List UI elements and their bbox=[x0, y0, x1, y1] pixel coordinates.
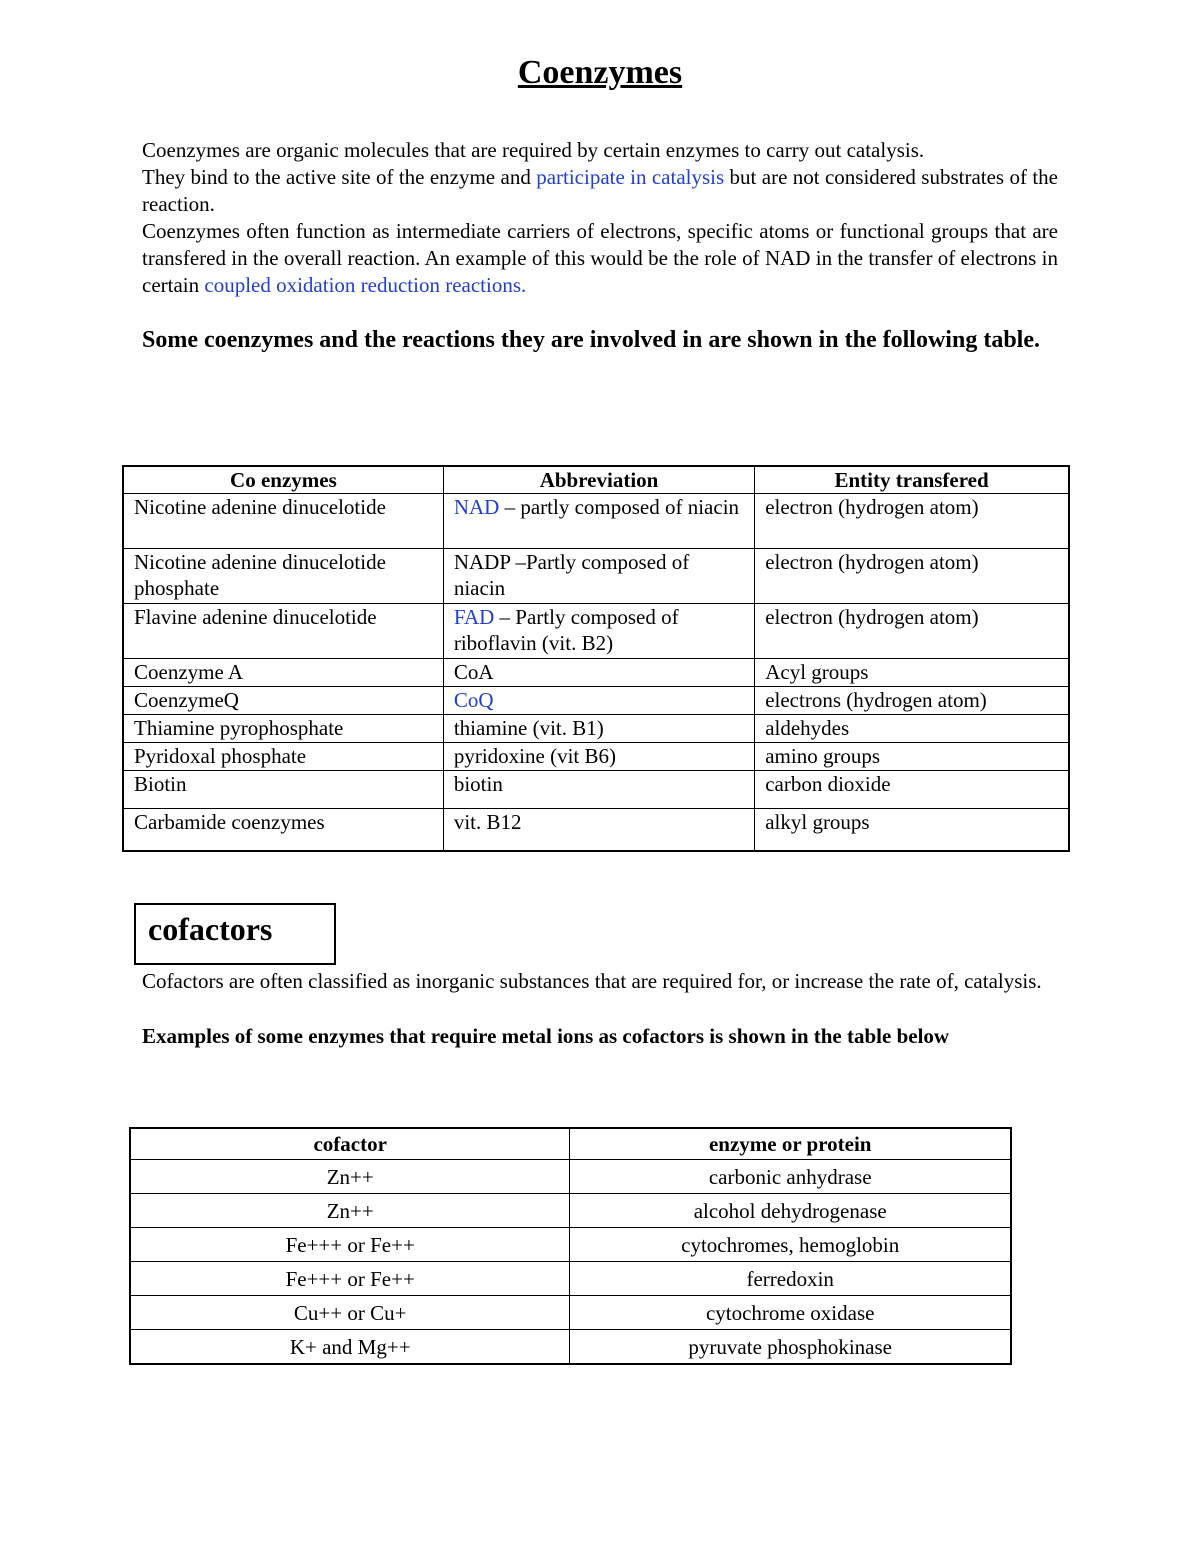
coenzyme-abbreviation bbox=[443, 659, 754, 687]
coenzyme-name: CoenzymeQ bbox=[123, 687, 443, 715]
cofactor-cell: Cu++ or Cu+ bbox=[130, 1296, 570, 1330]
abbreviation-text: vit. B12 bbox=[453, 810, 522, 834]
coenzyme-abbreviation bbox=[443, 809, 754, 851]
coenzyme-table bbox=[122, 465, 1070, 852]
abbreviation-text: biotin bbox=[453, 772, 503, 796]
cofactor-table-header-row bbox=[130, 1128, 1011, 1160]
cofactor-table bbox=[129, 1127, 1012, 1365]
coenzyme-abbreviation bbox=[443, 743, 754, 771]
cofactor-cell: Zn++ bbox=[130, 1160, 570, 1194]
coenzyme-table-header-row bbox=[123, 466, 1069, 494]
abbreviation-text: NADP –Partly composed of niacin bbox=[453, 550, 690, 600]
coenzyme-name: Coenzyme A bbox=[123, 659, 443, 687]
table-row bbox=[123, 494, 1069, 549]
table-row bbox=[123, 715, 1069, 743]
enzyme-cell: pyruvate phosphokinase bbox=[570, 1330, 1011, 1365]
abbreviation-text: – partly composed of niacin bbox=[499, 495, 740, 519]
coenzyme-entity: electron (hydrogen atom) bbox=[755, 494, 1069, 549]
abbreviation-text: pyridoxine (vit B6) bbox=[453, 744, 616, 768]
coenzyme-entity: alkyl groups bbox=[755, 809, 1069, 851]
intro-paragraph-3 bbox=[142, 218, 1058, 299]
enzyme-cell: cytochromes, hemoglobin bbox=[570, 1228, 1011, 1262]
coenzyme-name: Thiamine pyrophosphate bbox=[123, 715, 443, 743]
coenzyme-name: Nicotine adenine dinucelotide phosphate bbox=[123, 549, 443, 604]
table-row bbox=[130, 1330, 1011, 1365]
coupled-oxidation-reduction-link[interactable]: coupled oxidation reduction reactions. bbox=[204, 273, 527, 297]
coenzyme-abbreviation bbox=[443, 771, 754, 809]
header-abbreviation: Abbreviation bbox=[443, 466, 754, 494]
coenzyme-entity: electron (hydrogen atom) bbox=[755, 604, 1069, 659]
table-row bbox=[123, 659, 1069, 687]
coenzyme-entity: Acyl groups bbox=[755, 659, 1069, 687]
coenzyme-entity: aldehydes bbox=[755, 715, 1069, 743]
table-row bbox=[123, 687, 1069, 715]
coq-link[interactable]: CoQ bbox=[453, 688, 494, 712]
nad-link[interactable]: NAD bbox=[453, 495, 500, 519]
fad-link[interactable]: FAD bbox=[453, 605, 495, 629]
table-row bbox=[130, 1194, 1011, 1228]
coenzyme-entity: amino groups bbox=[755, 743, 1069, 771]
coenzyme-name: Carbamide coenzymes bbox=[123, 809, 443, 851]
coenzyme-name: Nicotine adenine dinucelotide bbox=[123, 494, 443, 549]
coenzyme-name: Flavine adenine dinucelotide bbox=[123, 604, 443, 659]
table-row bbox=[123, 743, 1069, 771]
coenzyme-abbreviation bbox=[443, 494, 754, 549]
cofactors-heading-box bbox=[134, 903, 336, 965]
table-row bbox=[130, 1160, 1011, 1194]
abbreviation-text: – Partly composed of riboflavin (vit. B2) bbox=[453, 605, 679, 655]
header-entity-transfered: Entity transfered bbox=[755, 466, 1069, 494]
intro-paragraph-2 bbox=[142, 164, 1058, 218]
intro-p2-text-before: They bind to the active site of the enzyme and bbox=[142, 165, 537, 189]
coenzyme-abbreviation bbox=[443, 549, 754, 604]
intro-p3-text: Coenzymes often function as intermediate carriers of electrons, specific atoms or functional groups that are transfered in the overall reaction. An example of this would be the role of NAD in the transfer of electrons in certain bbox=[142, 219, 1058, 297]
cofactor-cell: Zn++ bbox=[130, 1194, 570, 1228]
enzyme-cell: ferredoxin bbox=[570, 1262, 1011, 1296]
cofactor-cell: Fe+++ or Fe++ bbox=[130, 1262, 570, 1296]
cofactor-cell: K+ and Mg++ bbox=[130, 1330, 570, 1365]
coenzyme-abbreviation bbox=[443, 715, 754, 743]
table-row bbox=[123, 809, 1069, 851]
intro-line-1: Coenzymes are organic molecules that are required by certain enzymes to carry out catalysis. bbox=[142, 138, 925, 162]
table-row bbox=[130, 1296, 1011, 1330]
table-row bbox=[123, 771, 1069, 809]
participate-in-catalysis-link[interactable]: participate in catalysis bbox=[536, 165, 725, 189]
enzyme-cell: cytochrome oxidase bbox=[570, 1296, 1011, 1330]
coenzyme-entity: electrons (hydrogen atom) bbox=[755, 687, 1069, 715]
cofactors-examples-heading: Examples of some enzymes that require metal ions as cofactors is shown in the table below bbox=[142, 1024, 950, 1048]
table-row bbox=[130, 1262, 1011, 1296]
coenzyme-abbreviation bbox=[443, 687, 754, 715]
abbreviation-text: thiamine (vit. B1) bbox=[453, 716, 604, 740]
header-cofactor: cofactor bbox=[130, 1128, 570, 1160]
enzyme-cell: alcohol dehydrogenase bbox=[570, 1194, 1011, 1228]
cofactors-description: Cofactors are often classified as inorganic substances that are required for, or increase the rate of, catalysis. bbox=[142, 969, 1042, 993]
page-title: Coenzymes bbox=[517, 54, 683, 91]
coenzyme-abbreviation bbox=[443, 604, 754, 659]
table-row bbox=[130, 1228, 1011, 1262]
coenzyme-name: Biotin bbox=[123, 771, 443, 809]
table-row bbox=[123, 549, 1069, 604]
table-intro-heading: Some coenzymes and the reactions they are involved in are shown in the following table. bbox=[142, 327, 1040, 353]
header-coenzymes: Co enzymes bbox=[123, 466, 443, 494]
coenzyme-entity: carbon dioxide bbox=[755, 771, 1069, 809]
enzyme-cell: carbonic anhydrase bbox=[570, 1160, 1011, 1194]
cofactor-cell: Fe+++ or Fe++ bbox=[130, 1228, 570, 1262]
table-row bbox=[123, 604, 1069, 659]
coenzyme-name: Pyridoxal phosphate bbox=[123, 743, 443, 771]
intro-p2-text-after: but are not considered substrates of the reaction. bbox=[142, 165, 1058, 216]
coenzyme-entity: electron (hydrogen atom) bbox=[755, 549, 1069, 604]
abbreviation-text: CoA bbox=[453, 660, 494, 684]
header-enzyme-or-protein: enzyme or protein bbox=[570, 1128, 1011, 1160]
cofactors-heading: cofactors bbox=[148, 911, 273, 947]
